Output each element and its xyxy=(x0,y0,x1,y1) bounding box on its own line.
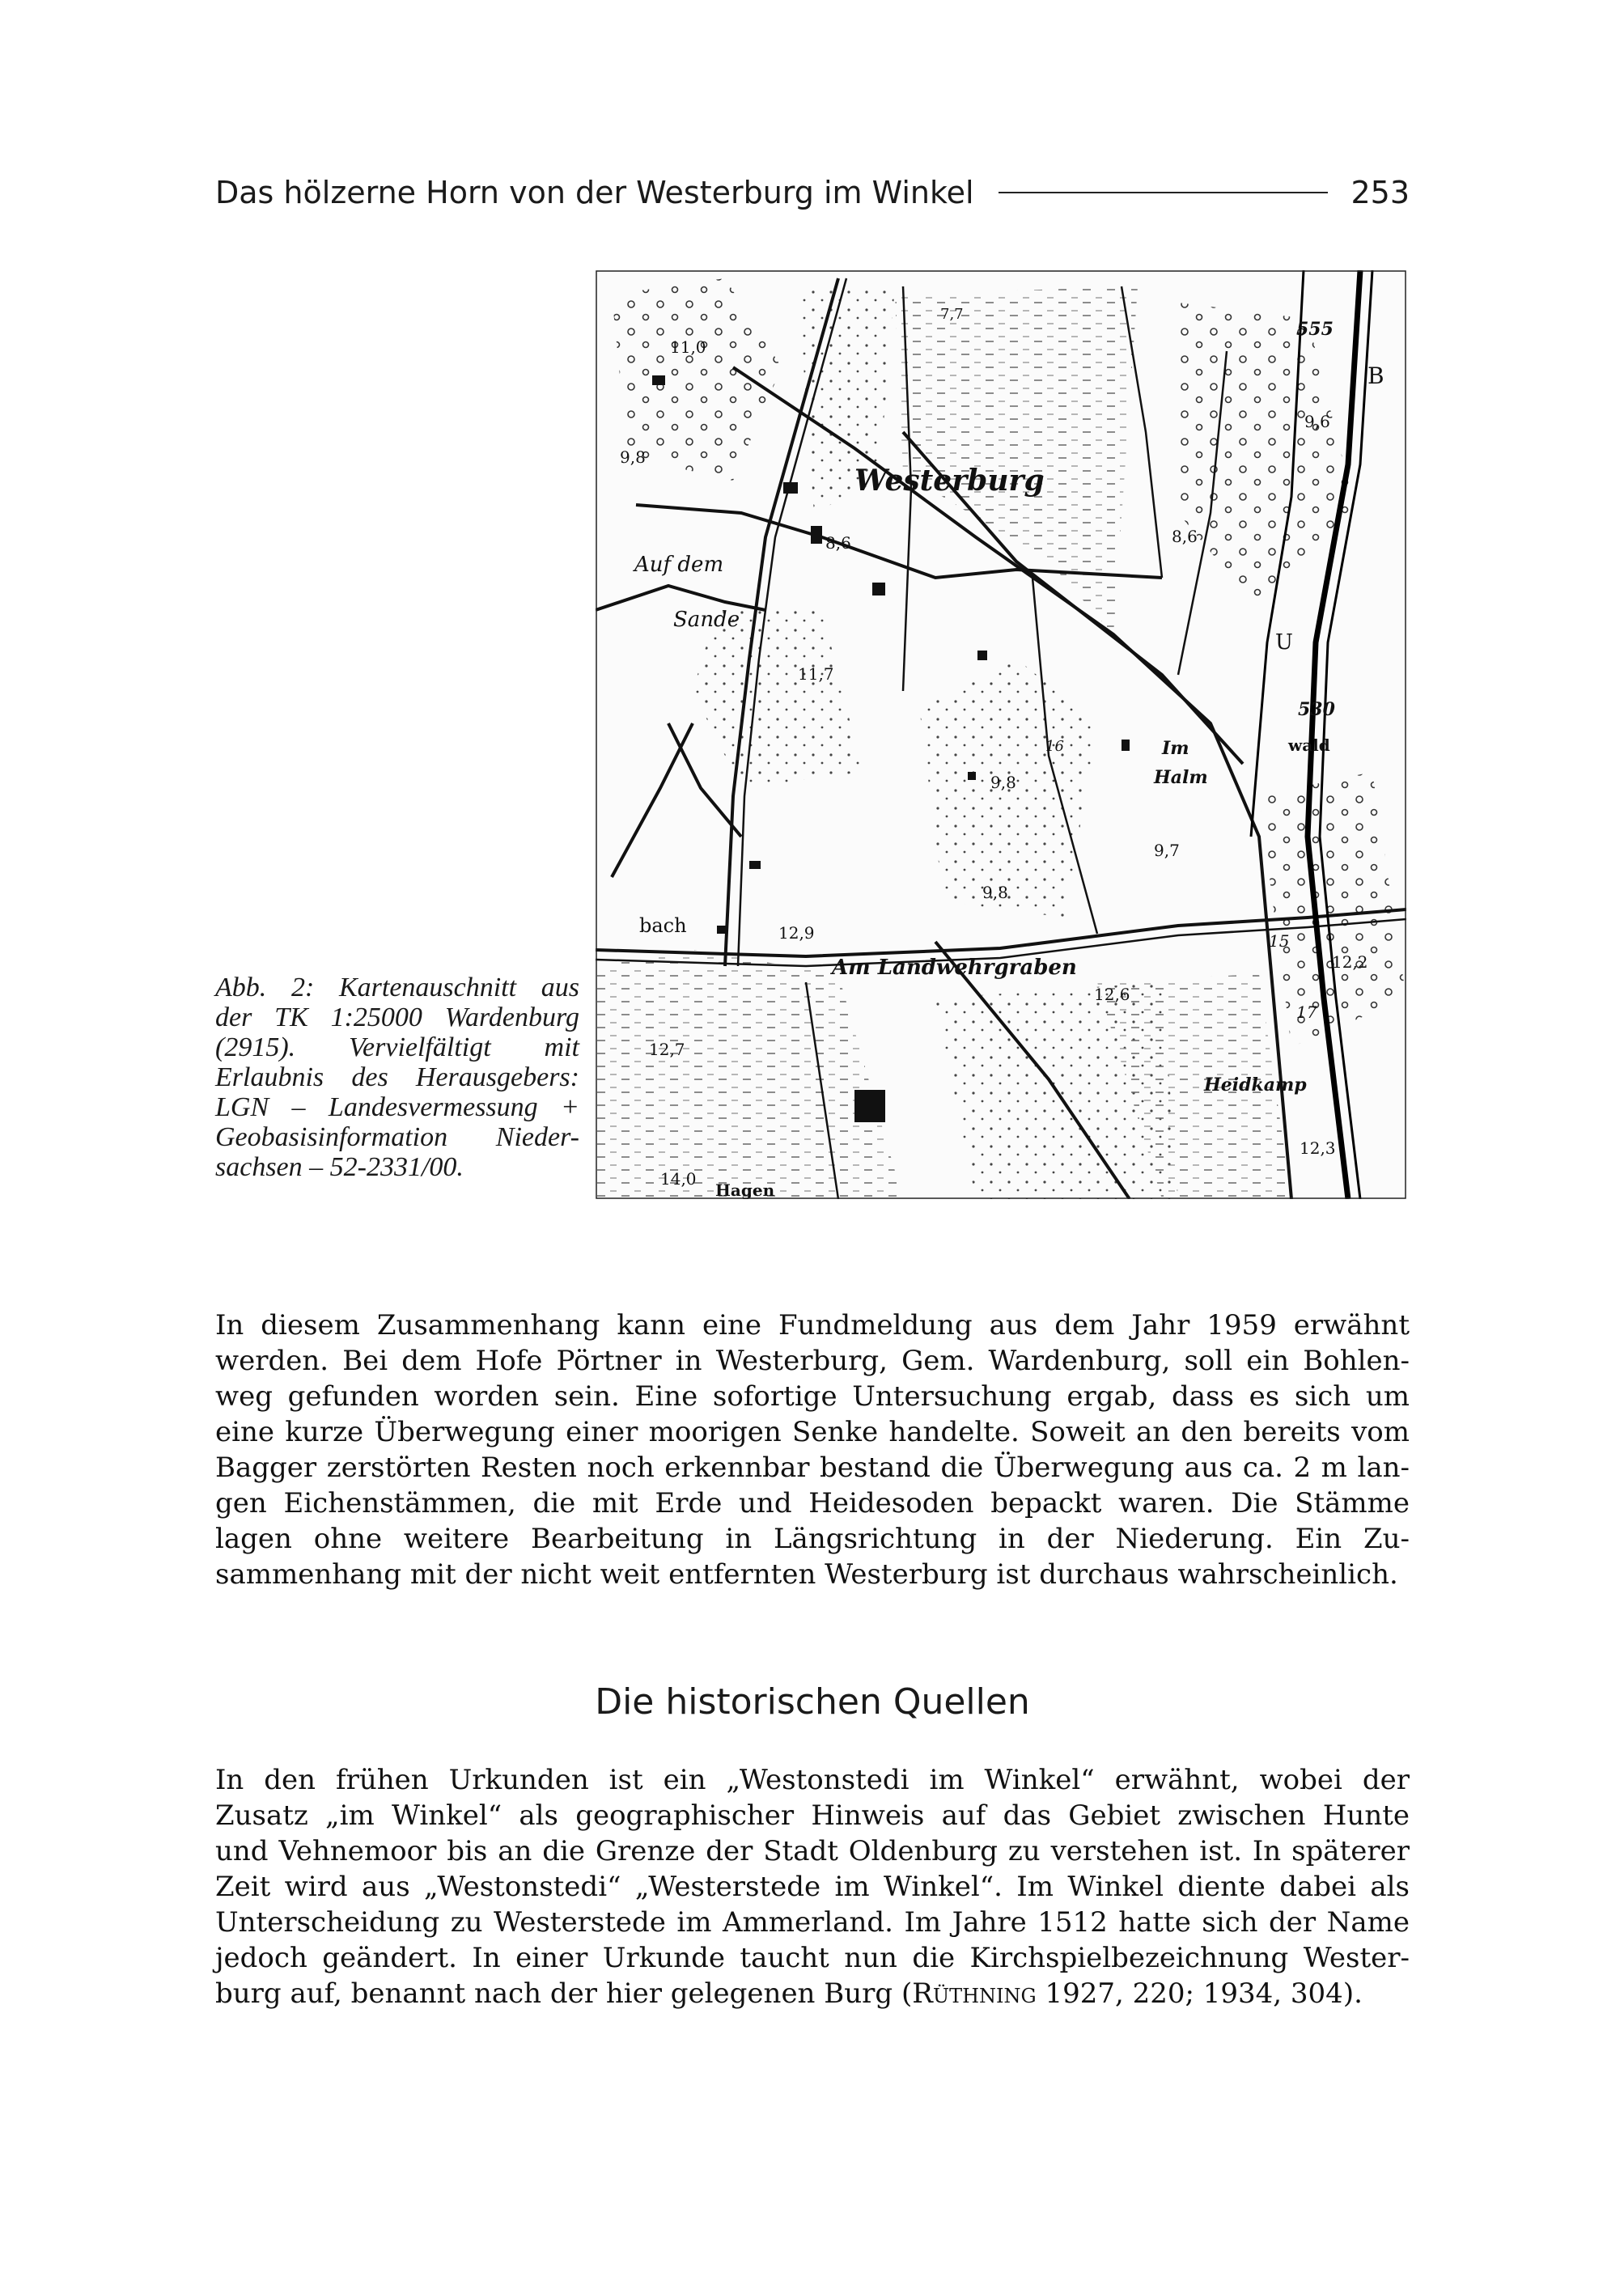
map-height-label: 11,7 xyxy=(798,664,834,684)
caption-line: Geobasisinformation Nieder- xyxy=(215,1122,579,1152)
caption-line: LGN – Landesvermessung + xyxy=(215,1092,579,1122)
topographic-map xyxy=(596,270,1406,1199)
map-label-heidkamp: Heidkamp xyxy=(1204,1074,1307,1096)
text-line: Bagger zerstörten Resten noch erkennbar bestand die Überwegung aus ca. 2 m lan- xyxy=(215,1452,1410,1484)
text-line: In den frühen Urkunden ist ein „Westonstedi im Winkel“ erwähnt, wobei der xyxy=(215,1764,1410,1796)
map-height-label: 530 xyxy=(1298,699,1335,720)
paragraph-quellen xyxy=(215,1762,1410,2011)
map-height-label: 12,2 xyxy=(1332,952,1368,972)
map-height-label: 12,6 xyxy=(1094,985,1130,1004)
map-label-hagen: Hagen xyxy=(715,1180,775,1199)
text-line: gen Eichenstämmen, die mit Erde und Heidesoden bepackt waren. Die Stämme xyxy=(215,1487,1410,1519)
map-height-label: 16 xyxy=(1045,738,1064,755)
caption-line: Abb. 2: Kartenauschnitt aus xyxy=(215,973,579,1002)
map-height-label: 12,9 xyxy=(778,923,815,943)
map-area-fills xyxy=(596,270,1406,1199)
map-height-label: 9,8 xyxy=(620,447,646,467)
map-height-label: 12,7 xyxy=(649,1040,685,1059)
map-height-label: 12,3 xyxy=(1300,1138,1336,1158)
map-height-label: 9,7 xyxy=(1154,841,1180,860)
text-line: eine kurze Überwegung einer moorigen Senke handelte. Soweit an den bereits vom xyxy=(215,1416,1410,1448)
text-line: sammenhang mit der nicht weit entfernten Westerburg ist durchaus wahrscheinlich. xyxy=(215,1558,1398,1591)
running-title: Das hölzerne Horn von der Westerburg im Winkel xyxy=(215,175,974,210)
map-label-halm: Halm xyxy=(1154,767,1208,788)
map-height-label: 8,6 xyxy=(1172,527,1198,546)
map-label-b: B xyxy=(1367,362,1384,389)
map-height-label: 9,6 xyxy=(1304,412,1330,431)
map-height-label: 15 xyxy=(1269,931,1290,951)
map-label-landwehrgraben: Am Landwehrgraben xyxy=(832,956,1077,980)
text-segment: burg auf, benannt nach der hier gelegenen Burg ( xyxy=(215,1977,913,2010)
map-height-label: 11,0 xyxy=(670,337,706,357)
map-height-label: 7,7 xyxy=(940,306,964,323)
map-height-label: 14,0 xyxy=(660,1169,697,1189)
running-header xyxy=(215,168,1410,217)
text-line: lagen ohne weitere Bearbeitung in Längsrichtung in der Niederung. Ein Zu- xyxy=(215,1523,1410,1555)
map-label-sande: Sande xyxy=(673,608,740,632)
text-line: In diesem Zusammenhang kann eine Fundmeldung aus dem Jahr 1959 erwähnt xyxy=(215,1309,1410,1341)
map-height-label: 9,8 xyxy=(982,883,1008,902)
map-label-westerburg: Westerburg xyxy=(854,464,1045,498)
paragraph-fundmeldung xyxy=(215,1308,1410,1592)
text-line: Zusatz „im Winkel“ als geographischer Hinweis auf das Gebiet zwischen Hunte xyxy=(215,1799,1410,1832)
map-height-label: wald xyxy=(1288,735,1330,755)
caption-line: der TK 1:25000 Wardenburg xyxy=(215,1002,579,1032)
citation-author: Rüthning xyxy=(912,1977,1037,2010)
caption-line: sachsen – 52-2331/00. xyxy=(215,1152,464,1182)
text-line: werden. Bei dem Hofe Pörtner in Westerburg, Gem. Wardenburg, soll ein Bohlen- xyxy=(215,1345,1410,1377)
text-line: weg gefunden worden sein. Eine sofortige Untersuchung ergab, dass es sich um xyxy=(215,1380,1410,1413)
map-label-bach: bach xyxy=(639,914,687,937)
map-label-im: Im xyxy=(1162,738,1189,759)
map-height-label: 17 xyxy=(1296,1002,1317,1022)
text-line: Zeit wird aus „Westonstedi“ „Westerstede im Winkel“. Im Winkel diente dabei als xyxy=(215,1871,1410,1903)
text-line: Unterscheidung zu Westerstede im Ammerland. Im Jahre 1512 hatte sich der Name xyxy=(215,1906,1410,1939)
caption-line: Erlaubnis des Herausgebers: xyxy=(215,1062,579,1092)
map-label-u: U xyxy=(1275,630,1293,655)
map-label-auf-dem: Auf dem xyxy=(634,553,724,577)
map-height-label: 9,8 xyxy=(990,773,1016,792)
map-height-label: 555 xyxy=(1296,319,1334,340)
page-number: 253 xyxy=(1351,175,1410,210)
section-heading: Die historischen Quellen xyxy=(595,1681,1030,1723)
map-height-label: 8,6 xyxy=(825,533,851,553)
caption-line: (2915). Vervielfältigt mit xyxy=(215,1032,579,1062)
header-rule xyxy=(999,192,1329,193)
text-line: jedoch geändert. In einer Urkunde taucht nun die Kirchspielbezeichnung Wester- xyxy=(215,1942,1410,1974)
text-line: und Vehnemoor bis an die Grenze der Stadt Oldenburg zu verstehen ist. In späterer xyxy=(215,1835,1410,1867)
text-segment: 1927, 220; 1934, 304). xyxy=(1036,1977,1363,2010)
text-line xyxy=(215,1976,1410,2011)
figure-caption xyxy=(215,973,579,1182)
